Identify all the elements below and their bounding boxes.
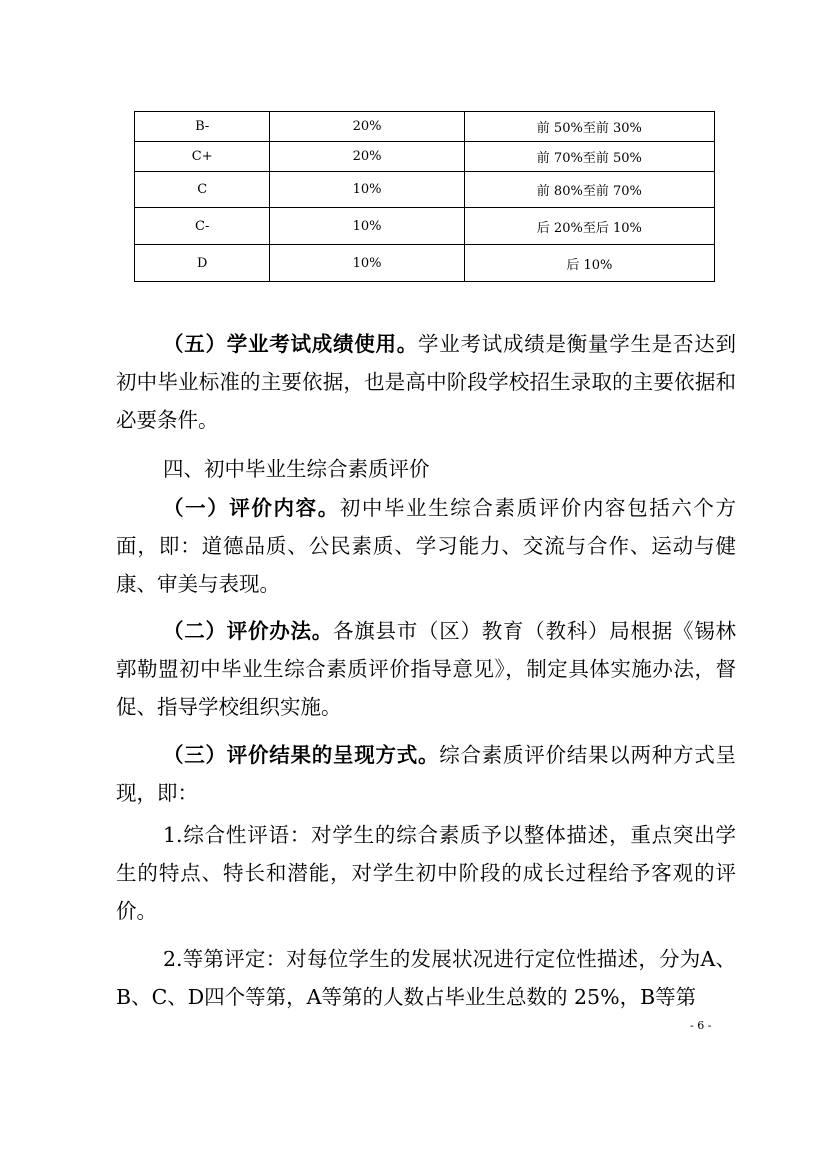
rank-cell: 前 80%至前 70% (464, 172, 714, 208)
percent-cell: 20% (270, 142, 464, 172)
item2-lead: （二）评价办法。 (163, 619, 333, 643)
item2-body: 各旗县市（区）教育（教科）局根据《锡林郭勒盟初中毕业生综合素质评价指导意见》，制定具体实施办法，督促、指导学校组织实施。 (116, 619, 736, 719)
item1-body: 初中毕业生综合素质评价内容包括六个方面，即：道德品质、公民素质、学习能力、交流与合作、运动与健康、审美与表现。 (116, 496, 737, 596)
grade-cell: C- (135, 208, 270, 245)
section5-paragraph (116, 325, 736, 439)
table-row (135, 112, 715, 142)
rank-cell: 前 70%至前 50% (464, 142, 714, 172)
rank-cell: 后 10% (464, 245, 714, 282)
item3-lead: （三）评价结果的呈现方式。 (163, 743, 440, 767)
grade-table (134, 111, 715, 282)
grade-cell: B- (135, 112, 270, 142)
grade-cell: D (135, 245, 270, 282)
rank-cell: 前 50%至前 30% (464, 112, 714, 142)
table-row (135, 208, 715, 245)
table-row (135, 172, 715, 208)
item1-lead: （一）评价内容。 (163, 496, 340, 520)
grade-cell: C+ (135, 142, 270, 172)
table-row (135, 245, 715, 282)
item3-paragraph (116, 736, 736, 812)
grade-cell: C (135, 172, 270, 208)
section4-heading: 四、初中毕业生综合素质评价 (163, 457, 430, 481)
point1-paragraph: 1.综合性评语：对学生的综合素质予以整体描述，重点突出学生的特点、特长和潜能，对学生初中阶段的成长过程给予客观的评价。 (116, 823, 736, 923)
item2-paragraph (116, 612, 736, 726)
table-row (135, 142, 715, 172)
point2-paragraph: 2.等第评定：对每位学生的发展状况进行定位性描述，分为A、B、C、D四个等第，A等第的人数占毕业生总数的 25%，B等第 (116, 947, 736, 1009)
item1-paragraph (116, 489, 736, 603)
percent-cell: 10% (270, 208, 464, 245)
section5-body: 学业考试成绩是衡量学生是否达到初中毕业标准的主要依据，也是高中阶段学校招生录取的主要依据和必要条件。 (116, 332, 736, 432)
rank-cell: 后 20%至后 10% (464, 208, 714, 245)
percent-cell: 10% (270, 172, 464, 208)
item3-body: 综合素质评价结果以两种方式呈现，即： (116, 743, 736, 805)
page-number: - 6 - (690, 1019, 712, 1032)
percent-cell: 20% (270, 112, 464, 142)
section5-lead: （五）学业考试成绩使用。 (163, 332, 418, 356)
percent-cell: 10% (270, 245, 464, 282)
